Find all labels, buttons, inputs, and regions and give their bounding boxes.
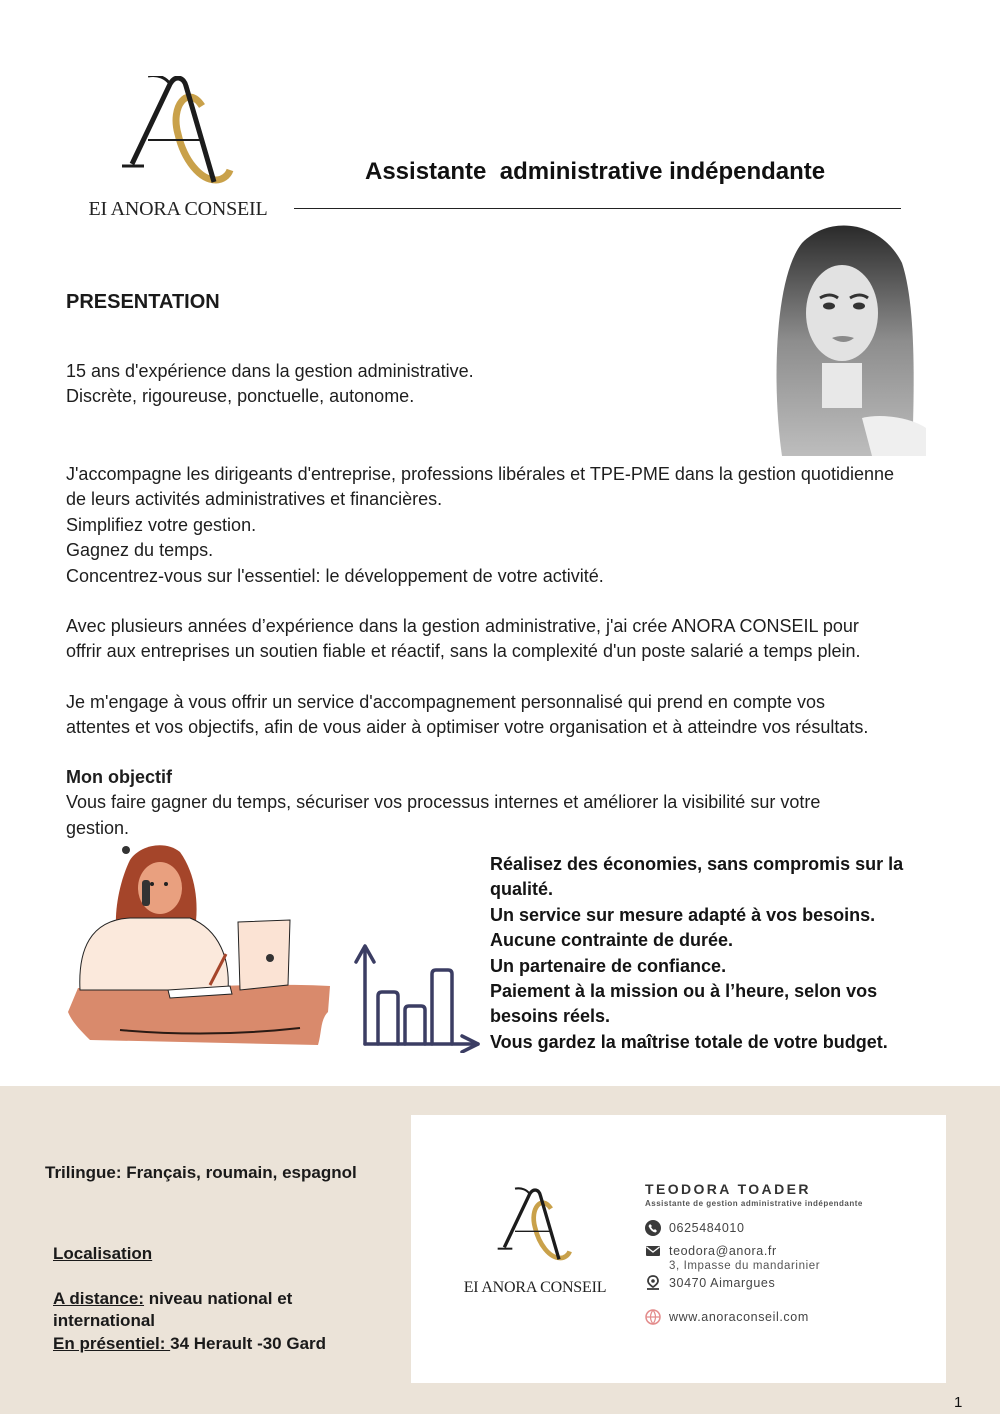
benefits-list bbox=[490, 852, 903, 1055]
benefit-item: Un service sur mesure adapté à vos besoins. bbox=[490, 904, 876, 925]
text-line: Avec plusieurs années d’expérience dans la gestion administrative, j'ai crée ANORA CONSEIL pour bbox=[66, 616, 859, 636]
text-line: Concentrez-vous sur l'essentiel: le développement de votre activité. bbox=[66, 565, 604, 586]
intro-text bbox=[66, 359, 966, 410]
company-logo bbox=[78, 76, 278, 226]
email-icon bbox=[645, 1243, 661, 1259]
title-divider bbox=[294, 208, 901, 209]
text-line: J'accompagne les dirigeants d'entreprise, professions libérales et TPE-PME dans la gestion quotidienne bbox=[66, 464, 895, 484]
card-phone[interactable]: 0625484010 bbox=[669, 1221, 745, 1235]
languages-text: Trilingue: Français, roumain, espagnol bbox=[45, 1163, 357, 1182]
intro-line: Discrète, rigoureuse, ponctuelle, autonome. bbox=[66, 386, 415, 407]
card-address-line2: 30470 Aimargues bbox=[669, 1276, 776, 1290]
phone-icon bbox=[645, 1220, 661, 1236]
benefit-item: Réalisez des économies, sans compromis sur la bbox=[490, 854, 904, 874]
benefit-item: Vous gardez la maîtrise totale de votre budget. bbox=[490, 1031, 888, 1052]
text-line: Vous faire gagner du temps, sécuriser vos processus internes et améliorer la visibilité sur votre bbox=[66, 792, 821, 813]
card-logo bbox=[455, 1183, 615, 1303]
card-email-row bbox=[645, 1243, 777, 1259]
page-title: Assistante administrative indépendante bbox=[365, 158, 826, 185]
localisation-section bbox=[53, 1243, 326, 1355]
section-heading-presentation: PRESENTATION bbox=[66, 291, 220, 313]
distance-label: A distance: bbox=[53, 1288, 145, 1308]
distance-value: niveau national et bbox=[144, 1288, 293, 1308]
objective-section bbox=[66, 765, 966, 841]
card-name: TEODORA TOADER bbox=[645, 1181, 811, 1197]
logo-text: EI ANORA CONSEIL bbox=[88, 198, 268, 220]
text-line: gestion. bbox=[66, 817, 130, 838]
benefit-item: qualité. bbox=[490, 879, 554, 900]
globe-icon bbox=[645, 1309, 661, 1325]
objective-heading: Mon objectif bbox=[66, 767, 172, 787]
text-line: Simplifiez votre gestion. bbox=[66, 514, 257, 535]
card-website[interactable]: www.anoraconseil.com bbox=[669, 1310, 809, 1324]
text-line: attentes et vos objectifs, afin de vous aider à optimiser votre organisation et à atteindre vos résultats. bbox=[66, 717, 869, 738]
bar-chart-icon bbox=[350, 938, 485, 1053]
card-address-line1: 3, Impasse du mandarinier bbox=[669, 1260, 821, 1272]
distance-value-cont: international bbox=[53, 1311, 156, 1330]
benefit-item: besoins réels. bbox=[490, 1006, 611, 1027]
woman-at-desk-illustration bbox=[60, 840, 340, 1050]
location-pin-icon bbox=[645, 1275, 661, 1291]
card-address-row bbox=[645, 1275, 775, 1291]
intro-line: 15 ans d'expérience dans la gestion administrative. bbox=[66, 361, 474, 381]
card-role: Assistante de gestion administrative indépendante bbox=[645, 1199, 863, 1208]
card-logo-text: EI ANORA CONSEIL bbox=[463, 1279, 607, 1296]
benefit-item: Paiement à la mission ou à l’heure, selon vos bbox=[490, 981, 878, 1002]
text-line: Je m'engage à vous offrir un service d'accompagnement personnalisé qui prend en compte vos bbox=[66, 692, 825, 712]
portrait-photo bbox=[762, 218, 926, 456]
ac-monogram-logo bbox=[118, 76, 238, 188]
benefit-item: Aucune contrainte de durée. bbox=[490, 930, 734, 951]
paragraph-experience bbox=[66, 614, 966, 665]
paragraph-accompaniment bbox=[66, 462, 966, 589]
card-phone-row bbox=[645, 1220, 745, 1236]
presentiel-label: En présentiel: bbox=[53, 1333, 171, 1353]
localisation-heading: Localisation bbox=[53, 1244, 153, 1263]
page-number: 1 bbox=[954, 1394, 963, 1411]
card-website-row bbox=[645, 1309, 809, 1325]
presentiel-value: 34 Herault -30 Gard bbox=[170, 1333, 327, 1353]
text-line: offrir aux entreprises un soutien fiable et réactif, sans la complexité d'un poste salarié a temps plein. bbox=[66, 641, 861, 662]
text-line: de leurs activités administratives et financières. bbox=[66, 489, 443, 510]
paragraph-commitment bbox=[66, 690, 966, 741]
card-email[interactable]: teodora@anora.fr bbox=[669, 1244, 777, 1258]
business-card bbox=[411, 1115, 946, 1383]
ac-monogram-logo bbox=[495, 1183, 575, 1269]
text-line: Gagnez du temps. bbox=[66, 540, 214, 561]
benefit-item: Un partenaire de confiance. bbox=[490, 955, 727, 976]
